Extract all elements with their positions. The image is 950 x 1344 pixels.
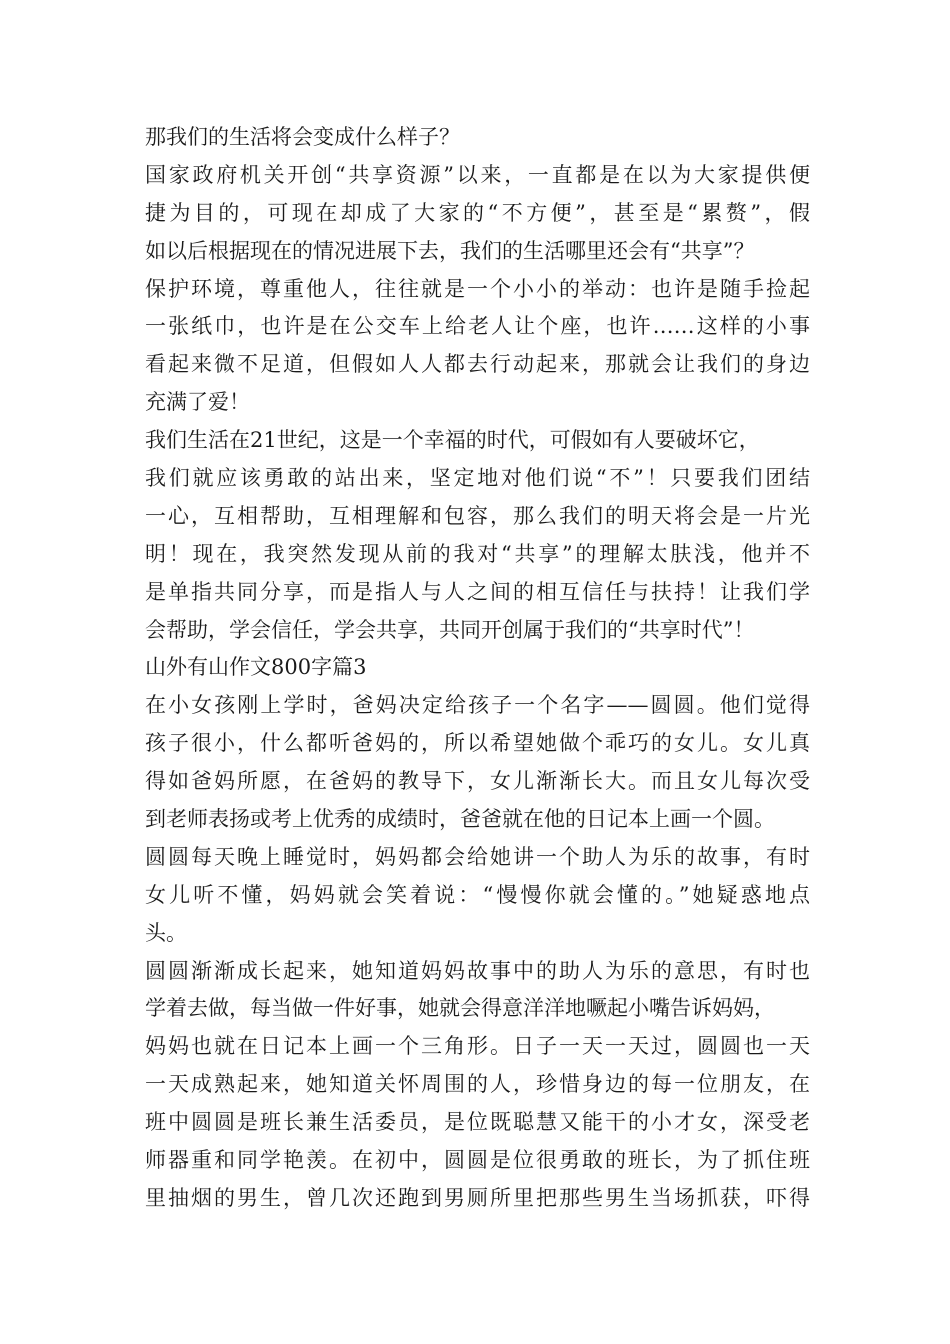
text-line: 充满了爱！ xyxy=(145,390,250,415)
text-line: 我们生活在21世纪，这是一个幸福的时代，可假如有人要破坏它， xyxy=(145,428,760,453)
text-line: 会帮助，学会信任，学会共享，共同开创属于我们的“共享时代”！ xyxy=(145,617,755,642)
text-line: 是单指共同分享，而是指人与人之间的相互信任与扶持！让我们学 xyxy=(145,579,810,604)
text-line: 圆圆每天晚上睡觉时，妈妈都会给她讲一个助人为乐的故事，有时 xyxy=(145,844,810,869)
text-line: 一心，互相帮助，互相理解和包容，那么我们的明天将会是一片光 xyxy=(145,503,810,528)
text-line: 班中圆圆是班长兼生活委员，是位既聪慧又能干的小才女，深受老 xyxy=(145,1110,810,1135)
text-line: 如以后根据现在的情况进展下去，我们的生活哪里还会有“共享”？ xyxy=(145,238,755,263)
text-line: 捷为目的，可现在却成了大家的“不方便”，甚至是“累赘”，假 xyxy=(145,200,810,225)
text-line: 在小女孩刚上学时，爸妈决定给孩子一个名字——圆圆。他们觉得 xyxy=(145,693,810,718)
text-line: 我们就应该勇敢的站出来，坚定地对他们说“不”！只要我们团结 xyxy=(145,466,810,491)
text-line: 一张纸巾，也许是在公交车上给老人让个座，也许……这样的小事 xyxy=(145,314,810,339)
text-line: 学着去做，每当做一件好事，她就会得意洋洋地噘起小嘴告诉妈妈， xyxy=(145,996,775,1021)
text-line: 里抽烟的男生，曾几次还跑到男厕所里把那些男生当场抓获，吓得 xyxy=(145,1185,810,1210)
text-line: 那我们的生活将会变成什么样子？ xyxy=(145,125,460,149)
text-line: 得如爸妈所愿，在爸妈的教导下，女儿渐渐长大。而且女儿每次受 xyxy=(145,769,810,794)
text-line: 明！现在，我突然发现从前的我对“共享”的理解太肤浅，他并不 xyxy=(145,541,810,566)
text-line: 孩子很小，什么都听爸妈的，所以希望她做个乖巧的女儿。女儿真 xyxy=(145,731,810,756)
document-page xyxy=(145,119,810,1218)
text-line: 山外有山作文800字篇3 xyxy=(145,655,367,680)
text-line: 到老师表扬或考上优秀的成绩时，爸爸就在他的日记本上画一个圆。 xyxy=(145,807,775,832)
text-line: 国家政府机关开创“共享资源”以来，一直都是在以为大家提供便 xyxy=(145,162,810,187)
text-line: 保护环境，尊重他人，往往就是一个小小的举动：也许是随手捡起 xyxy=(145,276,810,301)
text-line: 头。 xyxy=(145,920,187,945)
text-line: 一天成熟起来，她知道关怀周围的人，珍惜身边的每一位朋友，在 xyxy=(145,1072,810,1097)
text-line: 师器重和同学艳羡。在初中，圆圆是位很勇敢的班长，为了抓住班 xyxy=(145,1148,810,1173)
text-line: 看起来微不足道，但假如人人都去行动起来，那就会让我们的身边 xyxy=(145,352,810,377)
text-line: 圆圆渐渐成长起来，她知道妈妈故事中的助人为乐的意思，有时也 xyxy=(145,958,810,983)
text-line: 女儿听不懂，妈妈就会笑着说：“慢慢你就会懂的。”她疑惑地点 xyxy=(145,882,810,907)
text-line: 妈妈也就在日记本上画一个三角形。日子一天一天过，圆圆也一天 xyxy=(145,1034,810,1059)
